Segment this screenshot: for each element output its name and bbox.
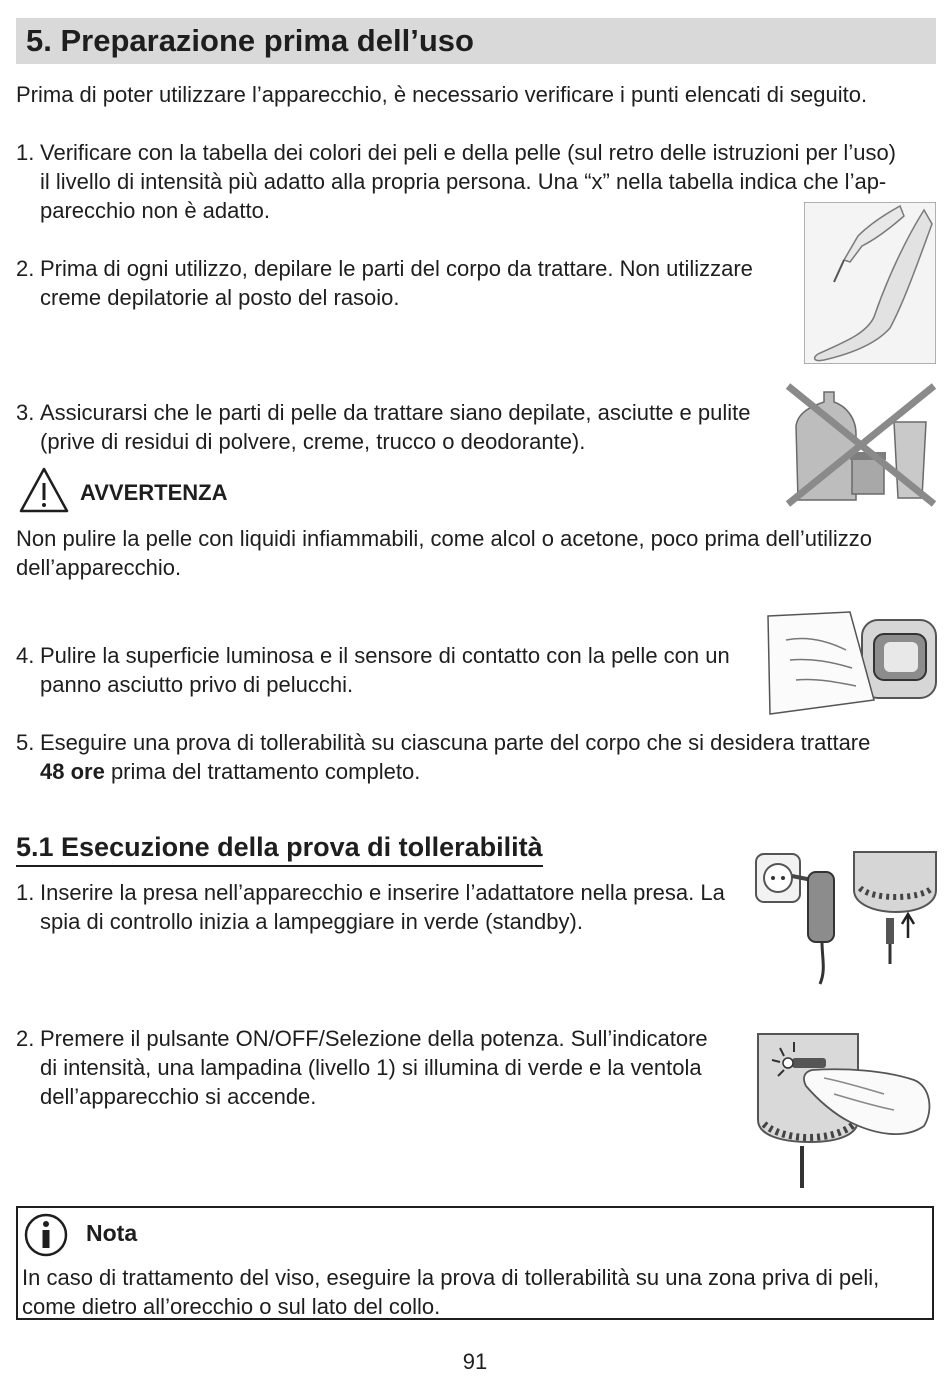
step-2 <box>16 254 753 312</box>
step-1 <box>16 138 896 225</box>
step-number: 2. <box>16 1026 35 1051</box>
adapter-plug-illustration <box>752 846 938 986</box>
warning-heading: AVVERTENZA <box>80 480 228 505</box>
step-line: il livello di intensità più adatto alla propria persona. Una “x” nella tabella indica che l’ap- <box>40 169 887 194</box>
cleaning-device-illustration <box>766 610 938 716</box>
step-line: dell’apparecchio si accende. <box>40 1084 317 1109</box>
substep-2 <box>16 1024 708 1111</box>
step-3 <box>16 398 751 456</box>
step-number: 2. <box>16 256 35 281</box>
leg-shaving-illustration <box>804 202 936 364</box>
step-line: Eseguire una prova di tollerabilità su ciascuna parte del corpo che si desidera trattare <box>40 730 871 755</box>
warning-line: dell’apparecchio. <box>16 555 182 580</box>
step-line: Prima di ogni utilizzo, depilare le parti del corpo da trattare. Non utilizzare <box>40 256 753 281</box>
step-line: Inserire la presa nell’apparecchio e inserire l’adattatore nella presa. La <box>40 880 725 905</box>
warning-triangle-icon <box>18 466 70 514</box>
step-number: 1. <box>16 880 35 905</box>
step-line: di intensità, una lampadina (livello 1) si illumina di verde e la ventola <box>40 1055 702 1080</box>
warning-text <box>16 524 872 582</box>
section-title: 5. Preparazione prima dell’uso <box>26 23 474 58</box>
step-line: Pulire la superficie luminosa e il sensore di contatto con la pelle con un <box>40 643 730 668</box>
note-line: come dietro all’orecchio o sul lato del collo. <box>22 1294 441 1319</box>
substep-1 <box>16 878 725 936</box>
warning-line: Non pulire la pelle con liquidi infiammabili, come alcol o acetone, poco prima dell’utilizzo <box>16 526 872 551</box>
step-number: 4. <box>16 643 35 668</box>
step-line: parecchio non è adatto. <box>40 198 270 223</box>
step-number: 5. <box>16 730 35 755</box>
step-line: Premere il pulsante ON/OFF/Selezione della potenza. Sull’indicatore <box>40 1026 708 1051</box>
step-line: Assicurarsi che le parti di pelle da trattare siano depilate, asciutte e pulite <box>40 400 751 425</box>
step-5 <box>16 728 870 786</box>
note-text <box>22 1263 934 1321</box>
info-icon <box>22 1212 70 1258</box>
step-line: Verificare con la tabella dei colori dei peli e della pelle (sul retro delle istruzioni per l’uso) <box>40 140 897 165</box>
step-line: panno asciutto privo di pelucchi. <box>40 672 354 697</box>
step-line: spia di controllo inizia a lampeggiare in verde (standby). <box>40 909 583 934</box>
note-line: In caso di trattamento del viso, eseguire la prova di tollerabilità su una zona priva di peli, <box>22 1265 880 1290</box>
step-number: 1. <box>16 140 35 165</box>
step-line: creme depilatorie al posto del rasoio. <box>40 285 400 310</box>
step-line: (prive di residui di polvere, creme, trucco o deodorante). <box>40 429 586 454</box>
page-number: 91 <box>462 1349 488 1374</box>
cosmetics-not-allowed-illustration <box>784 382 940 508</box>
step-line-rest: prima del trattamento completo. <box>104 759 421 784</box>
intro-text: Prima di poter utilizzare l’apparecchio, è necessario verificare i punti elencati di seguito. <box>16 82 868 107</box>
subsection-title: 5.1 Esecuzione della prova di tollerabilità <box>16 830 543 867</box>
step-4 <box>16 641 730 699</box>
power-button-press-illustration <box>754 1030 938 1190</box>
bold-duration: 48 ore <box>40 759 105 784</box>
step-number: 3. <box>16 400 35 425</box>
step-line <box>40 757 870 786</box>
note-heading: Nota <box>86 1220 138 1246</box>
